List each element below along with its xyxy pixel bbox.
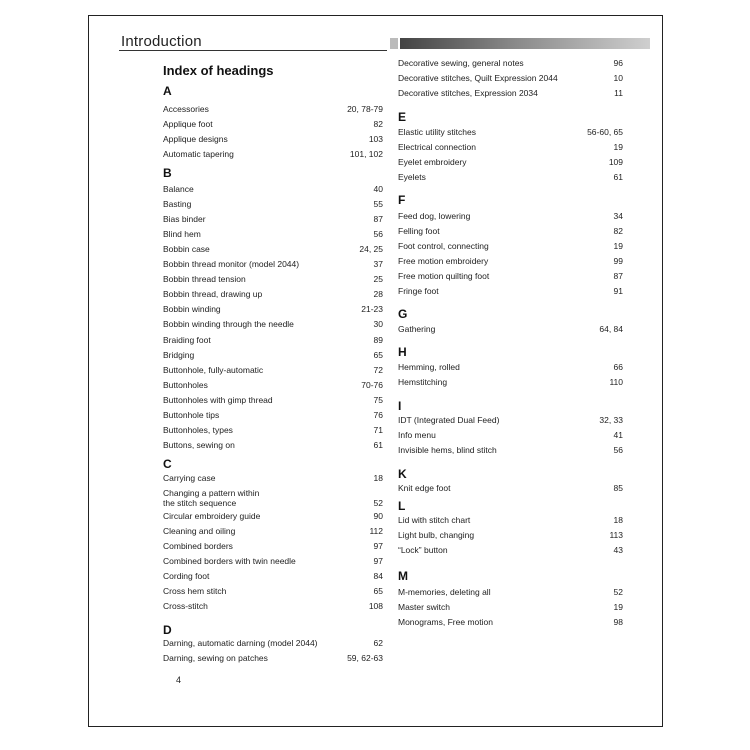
index-entry-label: Applique foot (163, 119, 213, 130)
index-entry-label: Feed dog, lowering (398, 211, 471, 221)
index-entry-pages: 40 (373, 184, 383, 194)
index-letter-heading: L (398, 499, 406, 513)
index-entry-pages: 10 (613, 73, 623, 84)
index-entry-pages: 52 (613, 587, 623, 597)
index-entry-pages: 34 (613, 211, 623, 221)
index-entry-pages: 91 (613, 286, 623, 297)
index-entry-label: Basting (163, 199, 192, 210)
index-entry-label: Darning, automatic darning (model 2044) (163, 638, 318, 648)
index-entry-pages: 43 (613, 545, 623, 556)
index-entry-pages: 98 (613, 617, 623, 628)
index-entry-pages: 97 (373, 541, 383, 552)
index-entry-label: Automatic tapering (163, 149, 234, 160)
index-entry-pages: 103 (368, 134, 383, 145)
index-entry-label: Blind hem (163, 229, 201, 240)
index-entry-label: Buttonhole, fully-automatic (163, 364, 264, 375)
index-entry-label: Hemstitching (398, 377, 448, 388)
index-entry-pages: 112 (369, 526, 383, 537)
index-entry-label: Lid with stitch chart (398, 515, 471, 525)
index-entry-label: Invisible hems, blind stitch (398, 445, 497, 456)
index-entry-pages: 90 (373, 511, 383, 522)
index-entry-pages: 84 (373, 571, 383, 582)
index-entry-pages: 19 (613, 602, 623, 613)
index-entry-label: Eyelets (398, 172, 426, 183)
header-rule (119, 50, 387, 51)
index-entry-pages: 18 (373, 473, 383, 483)
index-entry-pages: 24, 25 (359, 244, 383, 255)
index-entry-label: Changing a pattern within (163, 488, 260, 499)
index-entry-label: Combined borders with twin needle (163, 556, 296, 567)
index-letter-heading: I (398, 399, 402, 413)
index-entry-label: Free motion quilting foot (398, 271, 490, 282)
index-letter-heading: K (398, 467, 407, 481)
index-entry-pages: 56 (373, 229, 383, 240)
index-entry-label: Monograms, Free motion (398, 617, 493, 628)
index-entry-label: Decorative sewing, general notes (398, 58, 524, 68)
index-entry-label: Combined borders (163, 541, 233, 552)
index-title: Index of headings (163, 63, 274, 78)
index-entry-pages: 56-60, 65 (587, 127, 623, 137)
index-entry-label: IDT (Integrated Dual Feed) (398, 415, 500, 425)
index-entry-label: Bobbin winding (163, 304, 221, 315)
index-entry-pages: 21-23 (361, 304, 383, 315)
index-entry-pages: 110 (609, 377, 623, 388)
index-entry-pages: 32, 33 (599, 415, 623, 425)
index-entry-pages: 55 (373, 199, 383, 210)
index-entry-label: Gathering (398, 324, 436, 334)
index-entry-pages: 61 (373, 439, 383, 450)
index-entry-pages: 61 (613, 172, 623, 183)
index-entry-label: Cleaning and oiling (163, 526, 236, 537)
index-entry-pages: 18 (613, 515, 623, 525)
manual-page (88, 15, 663, 727)
index-entry-pages: 101, 102 (349, 149, 383, 160)
index-entry-label: M-memories, deleting all (398, 587, 491, 597)
index-letter-heading: M (398, 569, 408, 583)
index-entry-label: Fringe foot (398, 286, 439, 297)
index-entry-label: Decorative stitches, Expression 2034 (398, 88, 538, 99)
index-entry-label: Free motion embroidery (398, 256, 489, 267)
index-entry-pages: 11 (614, 88, 623, 99)
section-title: Introduction (121, 33, 202, 50)
index-entry-pages: 113 (609, 530, 623, 541)
index-entry-label: Bridging (163, 349, 195, 360)
index-entry-label: Info menu (398, 430, 436, 441)
index-entry-label: Hemming, rolled (398, 362, 460, 372)
index-letter-heading: H (398, 345, 407, 359)
index-entry-label: Decorative stitches, Quilt Expression 2044 (398, 73, 558, 84)
index-entry-label: Bias binder (163, 214, 206, 225)
index-entry-pages: 30 (373, 319, 383, 330)
index-entry-label: Buttonhole tips (163, 409, 220, 420)
index-entry-label-continued: the stitch sequence (163, 498, 237, 509)
index-entry-label: Buttonholes, types (163, 424, 233, 435)
index-entry-pages: 97 (373, 556, 383, 567)
index-entry-pages: 85 (613, 483, 623, 493)
index-letter-heading: E (398, 110, 407, 124)
index-entry-pages: 89 (373, 334, 383, 345)
page-number: 4 (176, 675, 182, 685)
index-entry-label: Cording foot (163, 571, 210, 582)
index-entry-pages: 41 (613, 430, 623, 441)
index-entry-pages: 62 (373, 638, 383, 648)
index-entry-label: “Lock” button (398, 545, 448, 556)
index-entry-pages: 28 (373, 289, 383, 300)
index-entry-pages: 109 (608, 157, 623, 168)
index-entry-pages: 65 (373, 349, 383, 360)
index-entry-label: Applique designs (163, 134, 228, 145)
index-entry-label: Felling foot (398, 226, 440, 237)
index-entry-label: Light bulb, changing (398, 530, 475, 541)
index-entry-pages: 76 (373, 409, 383, 420)
index-entry-label: Bobbin thread monitor (model 2044) (163, 259, 300, 270)
index-entry-pages: 87 (373, 214, 383, 225)
header-gradient-bar (400, 38, 650, 49)
index-entry-label: Carrying case (163, 473, 216, 483)
index-entry-label: Cross hem stitch (163, 586, 227, 597)
index-entry-pages: 82 (373, 119, 383, 130)
index-entry-pages: 37 (373, 259, 383, 270)
index-entry-label: Buttonholes with gimp thread (163, 394, 273, 405)
index-letter-heading: G (398, 307, 408, 321)
index-entry-pages: 19 (613, 142, 623, 153)
index-letter-heading: B (163, 166, 172, 180)
index-letter-heading: A (163, 84, 172, 98)
index-entry-pages: 64, 84 (599, 324, 623, 334)
index-letter-heading: F (398, 193, 406, 207)
index-entry-pages: 82 (613, 226, 623, 237)
index-entry-pages: 65 (373, 586, 383, 597)
index-entry-pages: 99 (613, 256, 623, 267)
index-entry-label: Bobbin thread tension (163, 274, 246, 285)
header-bar-accent (390, 38, 398, 49)
index-letter-heading: D (163, 623, 172, 637)
index-entry-label: Bobbin case (163, 244, 210, 255)
index-entry-pages: 59, 62-63 (347, 653, 383, 664)
index-entry-pages: 19 (613, 241, 623, 252)
index-entry-label: Cross-stitch (163, 601, 208, 612)
index-entry-pages: 52 (373, 498, 383, 509)
index-entry-label: Braiding foot (163, 334, 211, 345)
index-entry-label: Accessories (163, 104, 209, 114)
index-entry-pages: 108 (368, 601, 383, 612)
index-entry-pages: 96 (613, 58, 623, 68)
index-entry-label: Eyelet embroidery (398, 157, 467, 168)
index-entry-pages: 75 (373, 394, 383, 405)
index-entry-label: Electrical connection (398, 142, 476, 153)
index-entry-label: Buttons, sewing on (163, 439, 235, 450)
index-entry-label: Bobbin winding through the needle (163, 319, 294, 330)
index-entry-label: Buttonholes (163, 379, 208, 390)
index-entry-label: Darning, sewing on patches (163, 653, 268, 664)
index-entry-label: Master switch (398, 602, 450, 613)
index-letter-heading: C (163, 457, 172, 471)
index-entry-label: Foot control, connecting (398, 241, 489, 252)
index-entry-pages: 87 (613, 271, 623, 282)
index-entry-pages: 66 (613, 362, 623, 372)
index-entry-pages: 72 (373, 364, 383, 375)
index-entry-pages: 25 (373, 274, 383, 285)
index-entry-label: Elastic utility stitches (398, 127, 476, 137)
index-entry-label: Balance (163, 184, 194, 194)
index-entry-label: Bobbin thread, drawing up (163, 289, 263, 300)
index-entry-pages: 20, 78-79 (347, 104, 383, 114)
index-entry-label: Knit edge foot (398, 483, 451, 493)
index-entry-label: Circular embroidery guide (163, 511, 261, 522)
index-entry-pages: 70-76 (361, 379, 383, 390)
index-entry-pages: 56 (613, 445, 623, 456)
index-entry-pages: 71 (373, 424, 383, 435)
